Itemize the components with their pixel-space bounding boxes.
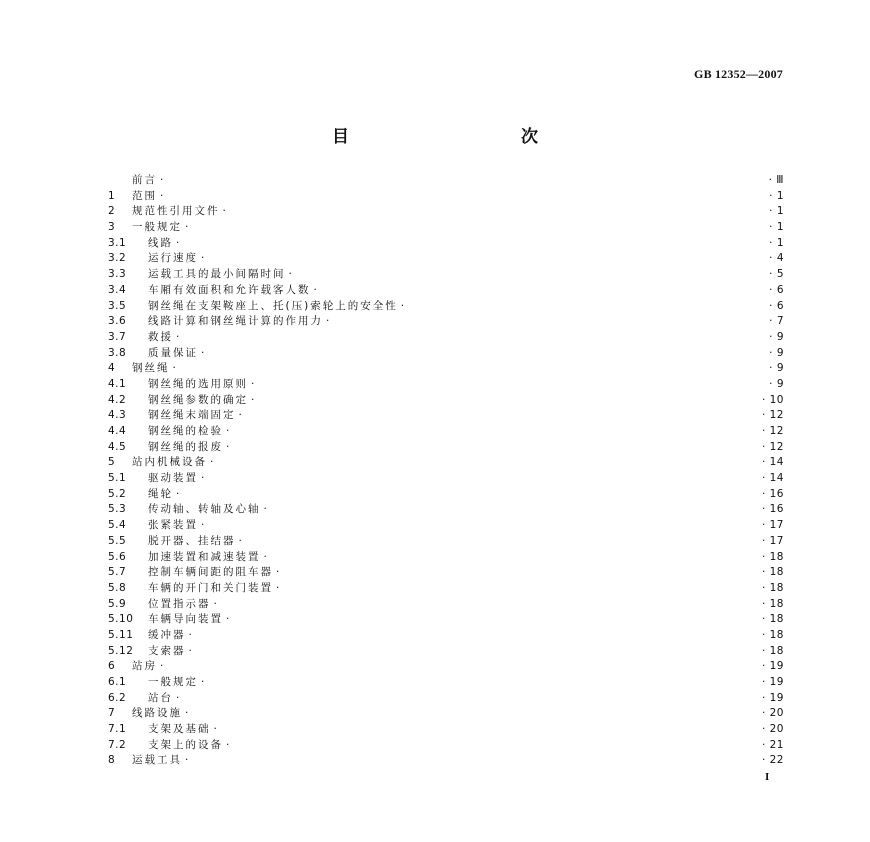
toc-entry-title: 支架上的设备 (148, 738, 223, 751)
toc-leader: · (213, 597, 217, 610)
toc-entry-number: 5.8 (108, 581, 127, 594)
toc-entry-page (762, 722, 784, 738)
toc-page-number: 10 (769, 393, 784, 406)
toc-entry-page (762, 440, 784, 456)
toc-page-number: 12 (769, 440, 784, 453)
toc-page-number: 20 (769, 707, 784, 720)
toc-entry (108, 424, 784, 440)
toc-entry-title: 一般规定 (148, 676, 198, 688)
toc-page-number: 19 (769, 676, 784, 688)
toc-entry-title: 钢丝绳的报废 (148, 440, 223, 453)
toc-leader: · (251, 393, 255, 406)
toc-entry (108, 393, 784, 409)
toc-entry-page (762, 550, 784, 566)
toc-entry (108, 440, 784, 456)
toc-entry-number: 4.3 (108, 409, 127, 422)
toc-page-number: 18 (769, 550, 784, 563)
toc-page-number: 12 (769, 425, 784, 437)
toc-leader: · (185, 754, 189, 767)
toc-entry-number: 3.8 (108, 346, 127, 359)
toc-entry-title: 支索器 (148, 644, 186, 657)
toc-entry-page (762, 565, 784, 581)
toc-page-leader: · (761, 691, 770, 704)
toc-entry-page (762, 502, 784, 518)
toc-page-leader: · (769, 205, 777, 218)
toc-page-number: 18 (769, 581, 784, 594)
toc-entry-page (769, 173, 784, 189)
toc-leader: · (226, 738, 230, 751)
toc-entry (108, 267, 784, 283)
toc-page-number: 18 (769, 566, 784, 579)
toc-entry-page (769, 299, 784, 315)
toc-page-leader: · (769, 252, 777, 265)
toc-entry-number: 4 (108, 362, 116, 375)
toc-page-number: 1 (776, 205, 784, 218)
toc-page-leader: · (769, 299, 777, 312)
toc-entry-title: 钢丝绳 (132, 362, 170, 375)
toc-entry-title: 加速装置和减速装置 (148, 550, 261, 563)
toc-entry-number: 4.1 (108, 377, 127, 390)
toc-entry (108, 251, 784, 267)
toc-entry (108, 502, 784, 518)
toc-entry-title: 钢丝绳的选用原则 (148, 377, 248, 390)
toc-leader: · (176, 487, 180, 500)
toc-entry (108, 220, 784, 236)
toc-entry-title: 钢丝绳参数的确定 (148, 393, 248, 406)
toc-page-leader: · (769, 315, 777, 328)
toc-entry-number: 5.6 (108, 550, 127, 563)
toc-page-leader: · (761, 550, 770, 563)
toc-leader: · (222, 205, 226, 218)
toc-entry (108, 408, 784, 424)
toc-entry-page (762, 518, 784, 534)
toc-entry-page (762, 753, 784, 769)
toc-entry-page (769, 251, 784, 267)
toc-page-leader: · (761, 487, 770, 500)
toc-page-number: 19 (769, 691, 784, 704)
toc-entry-number: 3.3 (108, 268, 127, 281)
toc-leader: · (276, 581, 280, 594)
toc-leader: · (251, 377, 255, 390)
toc-entry-number: 5.1 (108, 472, 127, 485)
toc-entry-number: 7.1 (108, 723, 127, 736)
toc-entry-number: 5.5 (108, 534, 127, 547)
toc-entry (108, 612, 784, 628)
toc-entry-title: 传动轴、转轴及心轴 (148, 503, 261, 516)
toc-entry-title: 运载工具 (132, 754, 182, 767)
toc-entry (108, 581, 784, 597)
toc-page-leader: · (769, 377, 777, 390)
toc-page-leader: · (769, 236, 777, 249)
toc-entry (108, 738, 784, 754)
toc-leader: · (160, 189, 164, 202)
toc-entry (108, 330, 784, 346)
toc-entry-title: 线路计算和钢丝绳计算的作用力 (148, 315, 323, 328)
toc-page-leader: · (769, 330, 777, 343)
toc-page-leader: · (761, 723, 770, 736)
toc-entry-number: 7.2 (108, 738, 127, 751)
toc-leader: · (226, 425, 230, 437)
toc-entry-title: 质量保证 (148, 346, 198, 359)
toc-entry (108, 361, 784, 377)
toc-entry-page (762, 487, 784, 503)
toc-entry (108, 455, 784, 471)
toc-page-leader: · (761, 707, 770, 720)
toc-page-number: 6 (776, 283, 784, 296)
toc-entry-number: 3.4 (108, 283, 127, 296)
toc-page-number: 6 (776, 299, 784, 312)
toc-page-leader: · (761, 472, 770, 485)
toc-entry-number: 4.5 (108, 440, 127, 453)
toc-leader: · (188, 644, 192, 657)
toc-page-number: 19 (769, 660, 784, 673)
toc-leader: · (263, 503, 267, 516)
toc-entry-title: 站台 (148, 691, 173, 704)
toc-entry-page (762, 581, 784, 597)
toc-page-number: 18 (769, 628, 784, 641)
toc-entry-page (769, 377, 784, 393)
toc-entry-number: 3.6 (108, 315, 127, 328)
toc-page-number: 14 (769, 472, 784, 485)
toc-page-leader: · (761, 393, 770, 406)
toc-page-leader: · (769, 268, 777, 281)
toc-page-leader: · (761, 519, 770, 532)
toc-page-number: 21 (769, 738, 784, 751)
toc-entry-page (762, 424, 784, 440)
toc-page-leader: · (769, 221, 777, 234)
toc-page-number: 9 (776, 346, 784, 359)
toc-leader: · (213, 723, 217, 736)
toc-entry-title: 前言 (132, 174, 157, 186)
toc-page-leader: · (761, 660, 770, 673)
toc-entry-title: 钢丝绳在支架鞍座上、托(压)索轮上的安全性 (148, 299, 398, 312)
toc-entry-title: 运载工具的最小间隔时间 (148, 268, 286, 281)
toc-leader: · (276, 566, 280, 579)
toc-entry (108, 283, 784, 299)
toc-page-leader: · (761, 456, 770, 469)
toc-entry (108, 204, 784, 220)
toc-entry-number: 5.7 (108, 566, 127, 579)
toc-leader: · (313, 283, 317, 296)
toc-leader: · (326, 315, 330, 328)
toc-entry-page (762, 675, 784, 691)
toc-entry (108, 691, 784, 707)
toc-page-number: 16 (769, 503, 784, 516)
toc-page-leader: · (761, 534, 770, 547)
toc-entry-page (762, 597, 784, 613)
toc-leader: · (172, 362, 176, 375)
toc-entry (108, 471, 784, 487)
toc-entry-number: 3.5 (108, 299, 127, 312)
toc-leader: · (176, 330, 180, 343)
toc-page-leader: · (761, 628, 770, 641)
toc-page-leader: · (761, 425, 770, 437)
toc-entry (108, 722, 784, 738)
toc-entry (108, 189, 784, 205)
toc-entry-number: 5.11 (108, 628, 134, 641)
toc-page-leader: · (769, 362, 777, 375)
toc-entry-page (762, 628, 784, 644)
toc-leader: · (185, 707, 189, 720)
page-number: I (765, 771, 770, 783)
toc-entry (108, 377, 784, 393)
toc-entry-page (769, 283, 784, 299)
toc-page-leader: · (761, 738, 770, 751)
toc-entry (108, 518, 784, 534)
toc-leader: · (188, 628, 192, 641)
toc-page-leader: · (761, 581, 770, 594)
toc-entry-number: 8 (108, 754, 116, 767)
toc-entry (108, 173, 784, 189)
toc-leader: · (176, 236, 180, 249)
toc-entry (108, 706, 784, 722)
toc-leader: · (226, 613, 230, 626)
toc-entry (108, 597, 784, 613)
toc-entry-page (769, 267, 784, 283)
toc-entry-title: 运行速度 (148, 252, 198, 265)
toc-entry (108, 314, 784, 330)
toc-entry (108, 628, 784, 644)
toc-entry-page (769, 220, 784, 236)
toc-leader: · (185, 221, 189, 234)
toc-entry (108, 534, 784, 550)
table-of-contents (108, 173, 784, 769)
toc-entry (108, 487, 784, 503)
toc-entry-title: 绳轮 (148, 487, 173, 500)
toc-page-number: 14 (769, 456, 784, 469)
toc-entry-page (762, 455, 784, 471)
toc-entry-title: 一般规定 (132, 221, 182, 234)
toc-entry-page (762, 408, 784, 424)
toc-entry-page (762, 691, 784, 707)
toc-leader: · (226, 440, 230, 453)
toc-entry-number: 5.12 (108, 644, 134, 657)
toc-leader: · (238, 534, 242, 547)
toc-entry-title: 规范性引用文件 (132, 205, 220, 218)
toc-entry (108, 236, 784, 252)
toc-entry-page (762, 738, 784, 754)
toc-entry-page (769, 236, 784, 252)
toc-page-number: 18 (769, 613, 784, 626)
toc-page-leader: · (761, 754, 770, 767)
toc-page-leader: · (769, 346, 777, 359)
toc-page-leader: · (761, 613, 770, 626)
toc-entry-title: 控制车辆间距的阻车器 (148, 566, 273, 579)
toc-page-leader: · (769, 283, 777, 296)
toc-entry-title: 车辆导向装置 (148, 613, 223, 626)
toc-entry-title: 线路 (148, 236, 173, 249)
toc-page-leader: · (768, 174, 777, 186)
toc-entry-title: 钢丝绳的检验 (148, 425, 223, 437)
toc-entry-number: 3.1 (108, 236, 127, 249)
toc-entry-title: 范围 (132, 189, 157, 202)
toc-page-number: 20 (769, 723, 784, 736)
toc-page-number: 18 (769, 644, 784, 657)
toc-page-number: 4 (776, 252, 784, 265)
toc-entry-number: 3 (108, 221, 116, 234)
toc-entry (108, 659, 784, 675)
toc-entry-title: 张紧装置 (148, 519, 198, 532)
toc-page-number: 7 (776, 315, 784, 328)
toc-leader: · (288, 268, 292, 281)
toc-page-leader: · (761, 566, 770, 579)
toc-entry-number: 6.1 (108, 676, 127, 688)
toc-page-leader: · (761, 644, 770, 657)
toc-entry-number: 3.2 (108, 252, 127, 265)
toc-entry (108, 299, 784, 315)
toc-page-number: 1 (776, 189, 784, 202)
toc-leader: · (201, 676, 205, 688)
toc-leader: · (263, 550, 267, 563)
toc-entry-page (769, 314, 784, 330)
toc-page-leader: · (761, 597, 770, 610)
toc-leader: · (238, 409, 242, 422)
toc-leader: · (210, 456, 214, 469)
toc-page-number: 12 (769, 409, 784, 422)
toc-entry-number: 5.2 (108, 487, 127, 500)
toc-page-number: 17 (769, 534, 784, 547)
toc-entry (108, 753, 784, 769)
toc-entry-number: 5.9 (108, 597, 127, 610)
toc-entry-page (762, 706, 784, 722)
toc-page-leader: · (761, 440, 770, 453)
toc-entry-number: 4.2 (108, 393, 127, 406)
toc-entry-title: 救援 (148, 330, 173, 343)
toc-leader: · (400, 299, 405, 312)
toc-entry-page (762, 644, 784, 660)
toc-page-number: 9 (776, 377, 784, 390)
toc-entry-title: 位置指示器 (148, 597, 211, 610)
toc-entry-number: 5.3 (108, 503, 127, 516)
toc-entry (108, 644, 784, 660)
toc-page-number: Ⅲ (776, 174, 784, 186)
toc-entry-number: 1 (108, 189, 116, 202)
toc-leader: · (201, 252, 205, 265)
toc-entry (108, 346, 784, 362)
toc-entry-title: 脱开器、挂结器 (148, 534, 236, 547)
toc-entry-number: 7 (108, 707, 116, 720)
toc-page-number: 16 (769, 487, 784, 500)
toc-page-number: 17 (769, 519, 784, 532)
toc-entry-page (769, 361, 784, 377)
toc-entry-page (769, 189, 784, 205)
toc-entry-page (762, 659, 784, 675)
toc-page-number: 22 (769, 754, 784, 767)
toc-leader: · (201, 472, 205, 485)
toc-entry-number: 5.10 (108, 613, 134, 626)
toc-leader: · (176, 691, 180, 704)
toc-entry-title: 支架及基础 (148, 723, 211, 736)
toc-entry-title: 车厢有效面积和允许载客人数 (148, 283, 311, 296)
toc-entry-page (762, 471, 784, 487)
toc-entry-page (762, 393, 784, 409)
toc-entry (108, 675, 784, 691)
toc-entry-number: 2 (108, 205, 116, 218)
toc-page-leader: · (761, 676, 770, 688)
toc-page-number: 9 (776, 330, 784, 343)
toc-leader: · (160, 660, 164, 673)
toc-leader: · (160, 174, 164, 186)
toc-title: 目 次 (332, 127, 584, 147)
toc-entry-page (762, 534, 784, 550)
toc-entry-title: 车辆的开门和关门装置 (148, 581, 273, 594)
toc-leader: · (201, 519, 205, 532)
toc-page-leader: · (769, 189, 777, 202)
toc-page-leader: · (761, 409, 770, 422)
toc-entry-title: 线路设施 (132, 707, 182, 720)
toc-entry-title: 站内机械设备 (132, 456, 207, 469)
toc-entry-title: 钢丝绳末端固定 (148, 409, 236, 422)
toc-entry-number: 4.4 (108, 425, 127, 437)
toc-page-leader: · (761, 503, 770, 516)
toc-page-number: 9 (776, 362, 784, 375)
toc-entry-number: 6.2 (108, 691, 127, 704)
toc-entry-number: 3.7 (108, 330, 127, 343)
toc-entry-title: 驱动装置 (148, 472, 198, 485)
toc-page-number: 1 (776, 221, 784, 234)
toc-entry-page (769, 204, 784, 220)
toc-entry (108, 550, 784, 566)
toc-entry-title: 站房 (132, 660, 157, 673)
toc-entry-number: 6 (108, 660, 116, 673)
toc-page-number: 5 (776, 268, 784, 281)
toc-entry-number: 5.4 (108, 519, 127, 532)
toc-entry-number: 5 (108, 456, 116, 469)
toc-entry (108, 565, 784, 581)
toc-entry-page (762, 612, 784, 628)
toc-entry-page (769, 346, 784, 362)
toc-leader: · (201, 346, 205, 359)
toc-page-number: 1 (776, 236, 784, 249)
toc-page-number: 18 (769, 597, 784, 610)
standard-code: GB 12352—2007 (694, 67, 783, 81)
toc-entry-page (769, 330, 784, 346)
toc-entry-title: 缓冲器 (148, 628, 186, 641)
